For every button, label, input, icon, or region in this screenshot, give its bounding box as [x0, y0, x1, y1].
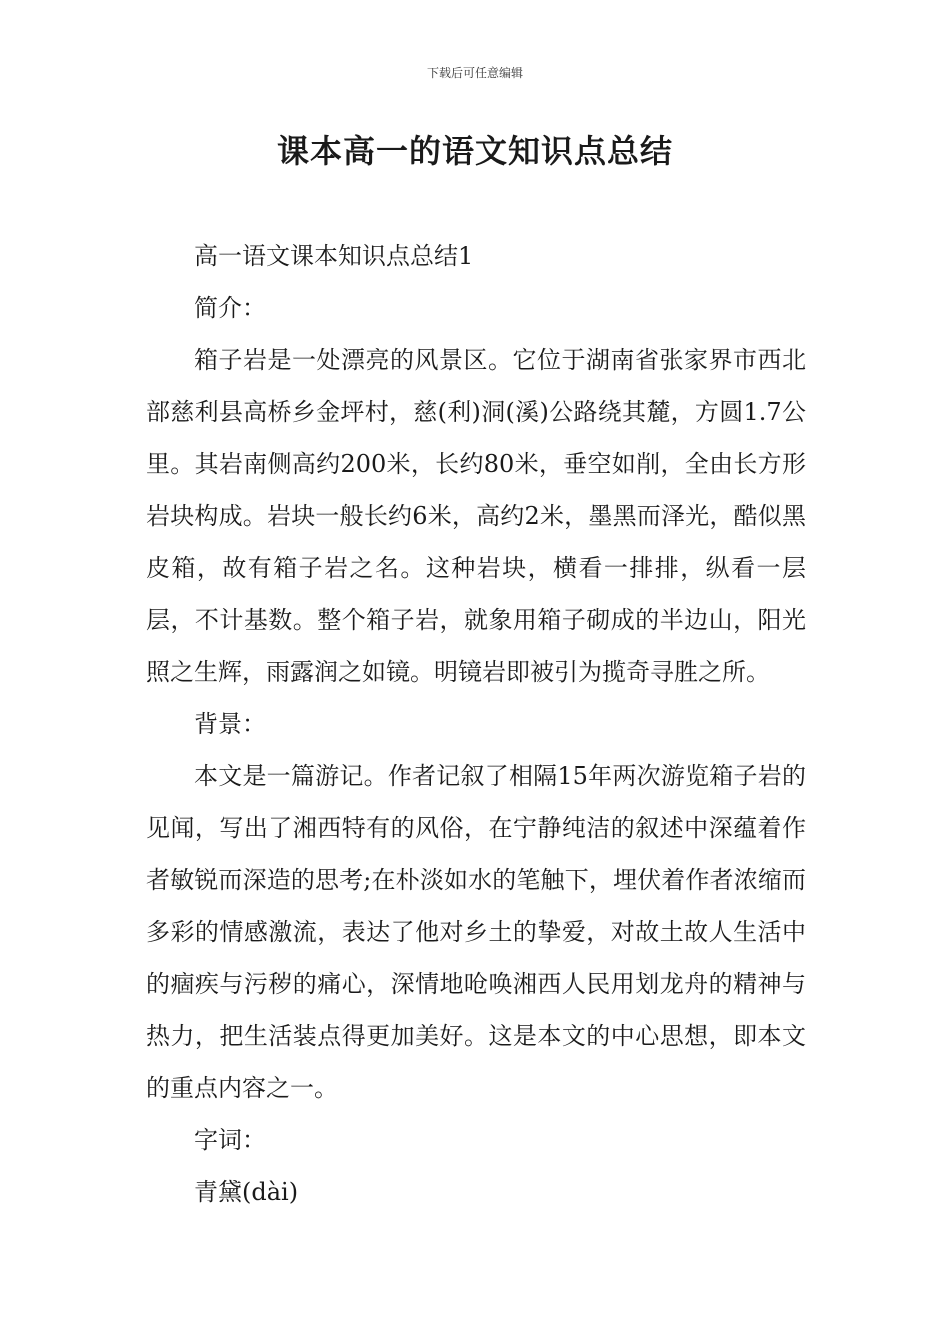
header-note: 下载后可任意编辑 [426, 66, 523, 80]
vocab-item: 青黛(dài) [194, 1178, 299, 1206]
document-body [146, 230, 806, 1218]
section-subtitle: 高一语文课本知识点总结1 [194, 242, 474, 270]
background-paragraph: 本文是一篇游记。作者记叙了相隔15年两次游览箱子岩的见闻，写出了湘西特有的风俗，在宁静纯洁的叙述中深蕴着作者敏锐而深造的思考;在朴淡如水的笔触下，埋伏着作者浓缩而多彩的情感激流，表达了他对乡土的挚爱，对故土故人生活中的痼疾与污秽的痛心，深情地呛唤湘西人民用划龙舟的精神与热力，把生活装点得更加美好。这是本文的中心思想，即本文的重点内容之一。 [146, 762, 806, 1102]
page-title: 课本高一的语文知识点总结 [276, 132, 673, 170]
background-heading: 背景： [194, 710, 266, 738]
intro-paragraph: 箱子岩是一处漂亮的风景区。它位于湖南省张家界市西北部慈利县高桥乡金坪村，慈(利)洞(溪)公路绕其麓，方圆1.7公里。其岩南侧高约200米，长约80米，垂空如削，全由长方形岩块构成。岩块一般长约6米，高约2米，墨黑而泽光，酷似黑皮箱，故有箱子岩之名。这种岩块，横看一排排，纵看一层层，不计基数。整个箱子岩，就象用箱子砌成的半边山，阳光照之生辉，雨露润之如镜。明镜岩即被引为揽奇寻胜之所。 [146, 346, 806, 686]
vocab-heading: 字词： [194, 1126, 266, 1154]
intro-heading: 简介： [194, 294, 266, 322]
